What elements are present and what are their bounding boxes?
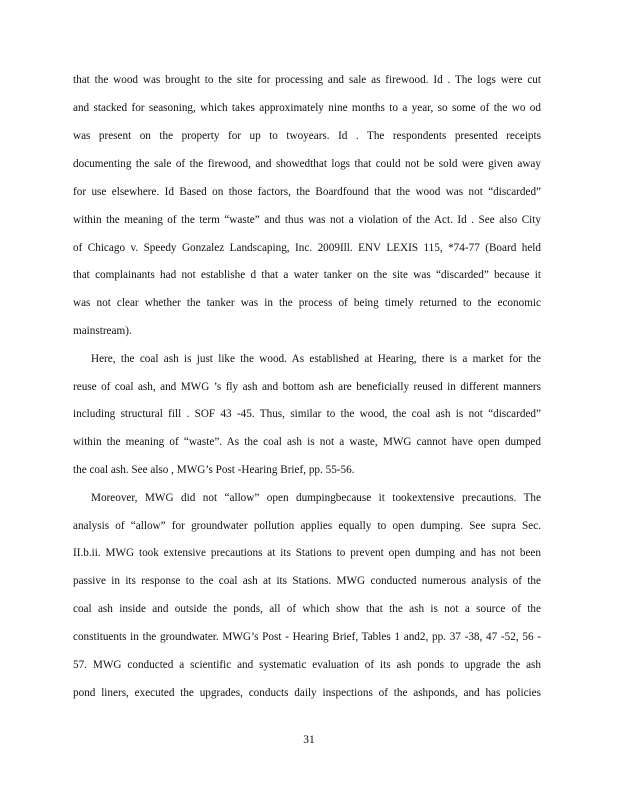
- paragraph-1-line-1: that the wood was brought to the site for processing and sale as firewood. Id . The logs were cut: [73, 74, 541, 86]
- paragraph-3-line-6: constituents in the groundwater. MWG’s Post - Hearing Brief, Tables 1 and2, pp. 37 -38, 47 -52, 56 -: [73, 631, 541, 643]
- paragraph-3-line-4: passive in its response to the coal ash at its Stations. MWG conducted numerous analysis of the: [73, 575, 541, 587]
- paragraph-1-line-3: was present on the property for up to twoyears. Id . The respondents presented receipts: [73, 130, 541, 142]
- paragraph-3-line-5: coal ash inside and outside the ponds, all of which show that the ash is not a source of the: [73, 603, 541, 615]
- paragraph-1-line-9: was not clear whether the tanker was in the process of being timely returned to the economic: [73, 297, 541, 309]
- paragraph-1-line-5: for use elsewhere. Id Based on those factors, the Boardfound that the wood was not “discarded”: [73, 186, 541, 198]
- paragraph-2-line-5: the coal ash. See also , MWG’s Post -Hearing Brief, pp. 55-56.: [73, 464, 355, 476]
- paragraph-3-line-3: II.b.ii. MWG took extensive precautions at its Stations to prevent open dumping and has not been: [73, 547, 541, 559]
- paragraph-2-line-4: within the meaning of “waste”. As the coal ash is not a waste, MWG cannot have open dumped: [73, 436, 541, 448]
- paragraph-2-line-3: including structural fill . SOF 43 -45. Thus, similar to the wood, the coal ash is not “discarded”: [73, 408, 541, 420]
- paragraph-2-line-2: reuse of coal ash, and MWG ’s fly ash and bottom ash are beneficially reused in different manners: [73, 381, 541, 393]
- paragraph-1-line-10: mainstream).: [73, 325, 132, 337]
- paragraph-1-line-7: of Chicago v. Speedy Gonzalez Landscaping, Inc. 2009Ill. ENV LEXIS 115, *74-77 (Board held: [73, 242, 541, 254]
- paragraph-1-line-4: documenting the sale of the firewood, and showedthat logs that could not be sold were given away: [73, 158, 541, 170]
- paragraph-3-line-8: pond liners, executed the upgrades, conducts daily inspections of the ashponds, and has policies: [73, 687, 541, 699]
- paragraph-2-line-1: Here, the coal ash is just like the wood. As established at Hearing, there is a market for the: [91, 353, 541, 365]
- paragraph-3-line-1: Moreover, MWG did not “allow” open dumpingbecause it tookextensive precautions. The: [91, 492, 541, 504]
- paragraph-1-line-2: and stacked for seasoning, which takes approximately nine months to a year, so some of the wo od: [73, 102, 541, 114]
- paragraph-3-line-7: 57. MWG conducted a scientific and systematic evaluation of its ash ponds to upgrade the ash: [73, 659, 541, 671]
- paragraph-1-line-6: within the meaning of the term “waste” and thus was not a violation of the Act. Id . See also City: [73, 214, 541, 226]
- page-number: 31: [303, 734, 315, 746]
- paragraph-1-line-8: that complainants had not establishe d that a water tanker on the site was “discarded” because it: [73, 269, 541, 281]
- paragraph-3-line-2: analysis of “allow” for groundwater pollution applies equally to open dumping. See supra Sec.: [73, 520, 541, 532]
